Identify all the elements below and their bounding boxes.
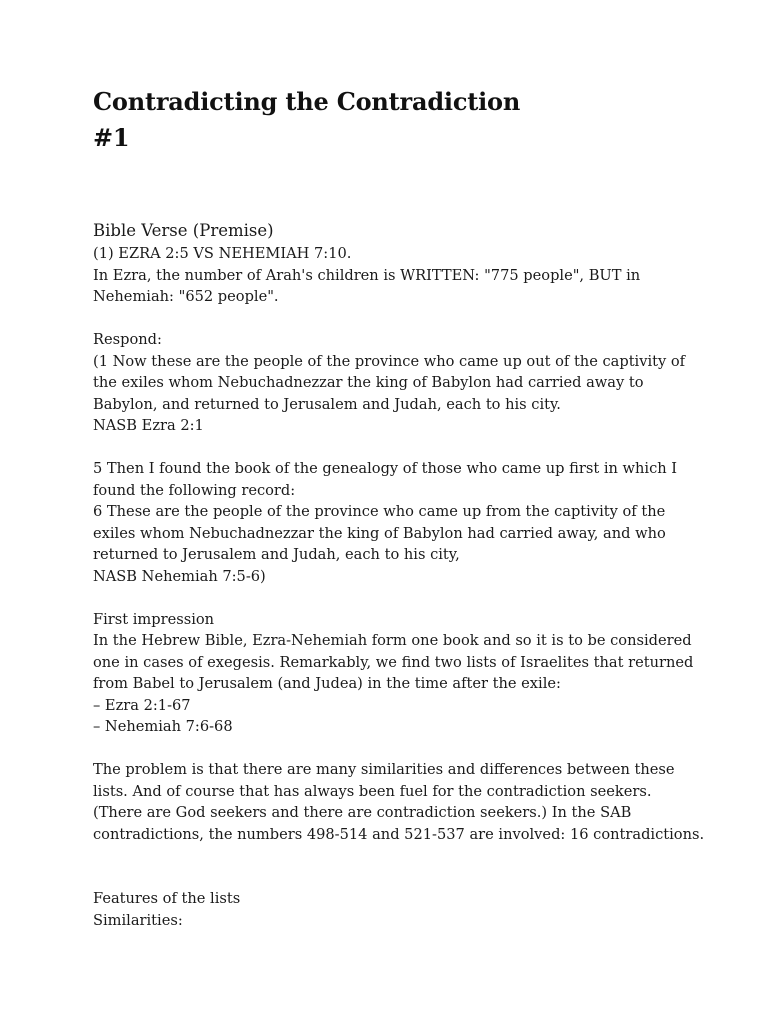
list-item: – Nehemiah 7:6-68 [93,718,233,735]
features-heading: Features of the lists [93,890,241,907]
respond-section [93,329,693,437]
problem-line: contradictions, the numbers 498-514 and 521-537 are involved: 16 contradictions. [93,825,705,843]
nehemiah-quote-section [93,458,693,587]
problem-section [93,759,705,845]
quote-line: 6 These are the people of the province who came up from the captivity of the [93,503,666,520]
first-impression-line: one in cases of exegesis. Remarkably, we find two lists of Israelites that returned [93,653,694,671]
premise-line: In Ezra, the number of Arah's children is WRITTEN: "775 people", BUT in [93,266,641,284]
quote-line: NASB Nehemiah 7:5-6) [93,567,266,585]
respond-line: NASB Ezra 2:1 [93,417,204,434]
first-impression-line: from Babel to Jerusalem (and Judea) in the time after the exile: [93,675,561,692]
respond-heading: Respond: [93,331,162,348]
problem-line: (There are God seekers and there are contradiction seekers.) In the SAB [93,804,632,821]
premise-line: Nehemiah: "652 people". [93,288,279,305]
title-line: #1 [93,123,130,152]
document-title [93,84,520,156]
premise-line: (1) EZRA 2:5 VS NEHEMIAH 7:10. [93,245,352,262]
quote-line: 5 Then I found the book of the genealogy of those who came up first in which I [93,460,678,477]
features-line: Similarities: [93,911,183,929]
respond-line: (1 Now these are the people of the province who came up out of the captivity of [93,352,686,370]
problem-line: The problem is that there are many similarities and differences between these [93,761,675,778]
first-impression-section [93,609,693,738]
features-section [93,888,693,931]
premise-section [93,219,693,308]
premise-heading: Bible Verse (Premise) [93,221,274,240]
document-body [93,219,705,931]
respond-line: Babylon, and returned to Jerusalem and Judah, each to his city. [93,395,561,413]
first-impression-line: In the Hebrew Bible, Ezra-Nehemiah form one book and so it is to be considered [93,632,692,649]
first-impression-heading: First impression [93,610,215,628]
paragraph-gap [93,308,693,330]
quote-line: found the following record: [93,481,296,499]
paragraph-gap [93,738,693,760]
title-line: Contradicting the Contradiction [93,87,521,116]
problem-line: lists. And of course that has always been fuel for the contradiction seekers. [93,782,652,800]
quote-line: exiles whom Nebuchadnezzar the king of Babylon had carried away, and who [93,524,666,542]
respond-line: the exiles whom Nebuchadnezzar the king of Babylon had carried away to [93,374,644,391]
list-item: – Ezra 2:1-67 [93,696,191,714]
quote-line: returned to Jerusalem and Judah, each to his city, [93,546,460,563]
paragraph-gap [93,845,693,888]
paragraph-gap [93,587,693,609]
paragraph-gap [93,437,693,459]
